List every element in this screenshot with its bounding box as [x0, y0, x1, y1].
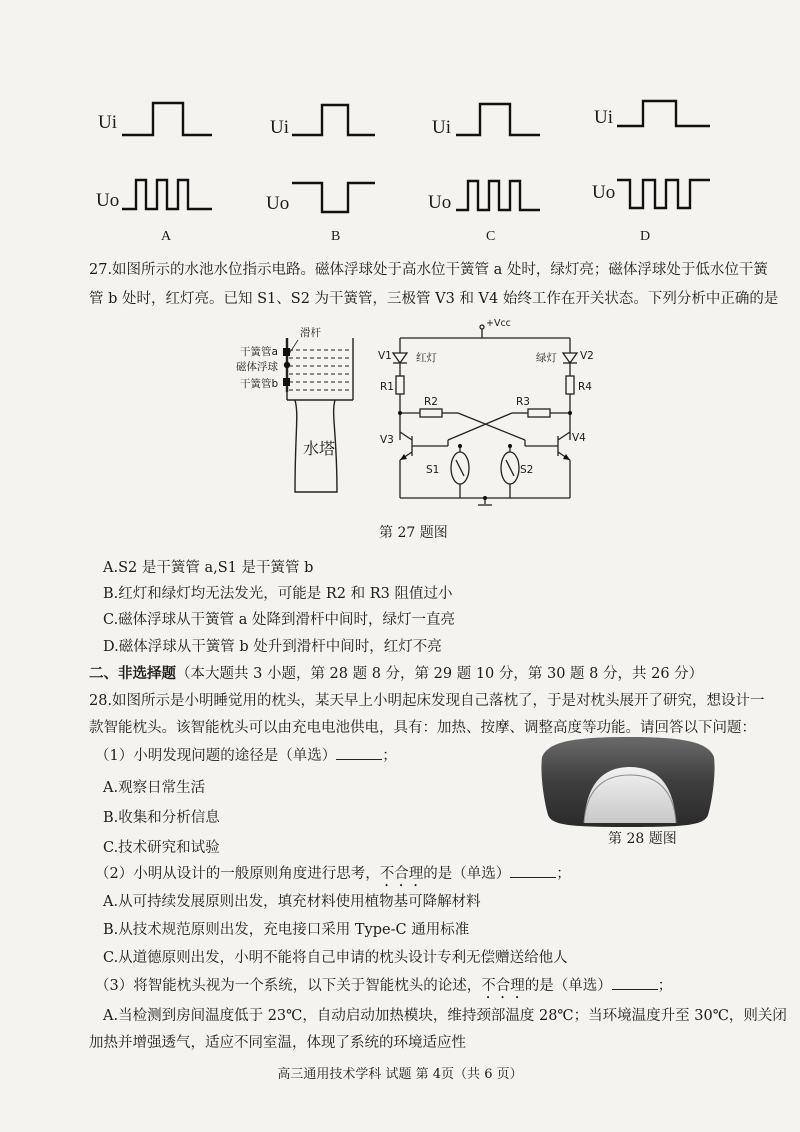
- q28-sub2-option-c: C.从道德原则出发，小明不能将自己申请的枕头设计专利无偿赠送给他人: [103, 950, 568, 966]
- green-lamp-label: 绿灯: [536, 352, 557, 364]
- q28-sub1-answer-blank[interactable]: [336, 747, 382, 760]
- q28-sub2-option-b: B.从技术规范原则出发，充电接口采用 Type-C 通用标准: [103, 922, 470, 938]
- uo-wave-a: [122, 180, 212, 209]
- ui-label-c: Ui: [432, 117, 451, 138]
- q28-sub1-option-a: A.观察日常生活: [103, 780, 206, 796]
- ui-wave-d: [617, 101, 710, 126]
- option-letter-a: A: [161, 229, 172, 244]
- tower-label: 水塔: [303, 439, 336, 458]
- section2-desc: （本大题共 3 小题，第 28 题 8 分，第 29 题 10 分，第 30 题 8 分，共 26 分）: [176, 666, 704, 682]
- q27-option-a: A.S2 是干簧管 a,S1 是干簧管 b: [103, 560, 314, 576]
- vcc-label: +Vcc: [486, 318, 511, 329]
- q28-sub3-option-a-line2: 加热并增强透气，适应不同室温，体现了系统的环境适应性: [89, 1035, 466, 1051]
- q28-stem-line1: 28.如图所示是小明睡觉用的枕头，某天早上小明起床发现自己落枕了，于是对枕头展开了研究，想设计一: [89, 693, 765, 709]
- q28-sub2-prompt: （2）小明从设计的一般原则角度进行思考，: [95, 866, 380, 882]
- uo-wave-b: [292, 183, 375, 212]
- uo-wave-d: [617, 180, 710, 208]
- ui-label-b: Ui: [270, 117, 289, 138]
- uo-wave-c: [456, 181, 540, 210]
- q27-stem-line1: 27.如图所示的水池水位指示电路。磁体浮球处于高水位干簧管 a 处时，绿灯亮；磁体浮球处于低水位干簧: [89, 262, 768, 278]
- rod-label: 滑杆: [300, 327, 321, 339]
- q28-sub2: [95, 862, 571, 890]
- q27-option-c: C.磁体浮球从干簧管 a 处降到滑杆中间时，绿灯一直亮: [103, 612, 456, 628]
- reed-a-label: 干簧管a: [240, 346, 278, 358]
- q28-caption: 第 28 题图: [608, 831, 677, 847]
- reed-switch-b: [283, 378, 290, 386]
- option-letter-b: B: [331, 229, 341, 244]
- s2-label: S2: [520, 464, 534, 476]
- v2-label: V2: [580, 350, 594, 362]
- uo-label-a: Uo: [96, 190, 120, 211]
- q28-sub1-suffix: ；: [382, 748, 397, 764]
- q28-sub3-mid: 的是（单选）: [524, 978, 612, 994]
- v1-label: V1: [378, 350, 392, 362]
- r1-label: R1: [380, 381, 394, 393]
- uo-label-d: Uo: [592, 182, 616, 203]
- q28-sub1-option-c: C.技术研究和试验: [103, 840, 220, 856]
- q28-sub2-mid: 的是（单选）: [423, 866, 511, 882]
- section2-heading: [89, 662, 703, 683]
- q28-sub1: [95, 744, 397, 765]
- r4-label: R4: [578, 381, 592, 393]
- r3-label: R3: [516, 396, 530, 408]
- q28-sub2-option-a: A.从可持续发展原则出发，填充材料使用植物基可降解材料: [103, 894, 481, 910]
- q28-sub1-option-b: B.收集和分析信息: [103, 810, 220, 826]
- q27-option-d: D.磁体浮球从干簧管 b 处升到滑杆中间时，红灯不亮: [103, 639, 442, 655]
- ui-wave-c: [456, 104, 540, 135]
- reed-switch-a: [283, 348, 290, 356]
- option-letter-c: C: [486, 229, 496, 244]
- ui-label-d: Ui: [594, 107, 613, 128]
- q28-sub3-answer-blank[interactable]: [612, 977, 658, 990]
- option-letter-d: D: [640, 229, 651, 244]
- q28-stem-line2: 款智能枕头。该智能枕头可以由充电电池供电，具有：加热、按摩、调整高度等功能。请回答以下问题：: [89, 720, 756, 736]
- q27-option-b: B.红灯和绿灯均无法发光，可能是 R2 和 R3 阻值过小: [103, 586, 453, 602]
- q28-sub1-prompt: （1）小明发现问题的途径是（单选）: [95, 748, 337, 764]
- ui-wave-a: [122, 103, 212, 135]
- q28-sub3-suffix: ；: [657, 978, 673, 994]
- uo-label-c: Uo: [428, 192, 452, 213]
- magnetic-float: [284, 362, 290, 368]
- pillow-image: [538, 735, 716, 829]
- ui-wave-b: [292, 105, 375, 135]
- section2-title: 二、非选择题: [89, 665, 176, 682]
- waveform-drawings: [0, 0, 800, 240]
- q27-stem-line2: 管 b 处时，红灯亮。已知 S1、S2 为干簧管，三极管 V3 和 V4 始终工作在开关状态。下列分析中正确的是: [89, 291, 779, 307]
- ui-label-a: Ui: [98, 112, 117, 133]
- q28-sub3-option-a-line1: A.当检测到房间温度低于 23℃，自动启动加热模块，维持颈部温度 28℃；当环境温度升至 30℃，则关闭: [103, 1008, 787, 1024]
- page-footer: 高三通用技术学科 试题 第 4页（共 6 页）: [277, 1067, 523, 1082]
- q28-sub3: [95, 974, 672, 1002]
- circuit-diagram: [370, 318, 600, 508]
- v4-label: V4: [572, 432, 586, 444]
- v3-label: V3: [380, 434, 394, 446]
- q28-sub2-suffix: ；: [556, 866, 571, 882]
- q28-sub3-prompt: （3）将智能枕头视为一个系统，以下关于智能枕头的论述，: [95, 978, 482, 994]
- red-lamp-label: 红灯: [416, 352, 437, 364]
- q28-sub2-emphasis: 不合理: [379, 866, 424, 882]
- reed-b-label: 干簧管b: [240, 378, 279, 390]
- r2-label: R2: [424, 396, 438, 408]
- uo-label-b: Uo: [266, 193, 290, 214]
- float-label: 磁体浮球: [236, 361, 278, 373]
- q27-caption: 第 27 题图: [379, 525, 448, 541]
- q28-sub3-emphasis: 不合理: [481, 978, 525, 994]
- q28-sub2-answer-blank[interactable]: [510, 865, 556, 878]
- s1-label: S1: [426, 464, 440, 476]
